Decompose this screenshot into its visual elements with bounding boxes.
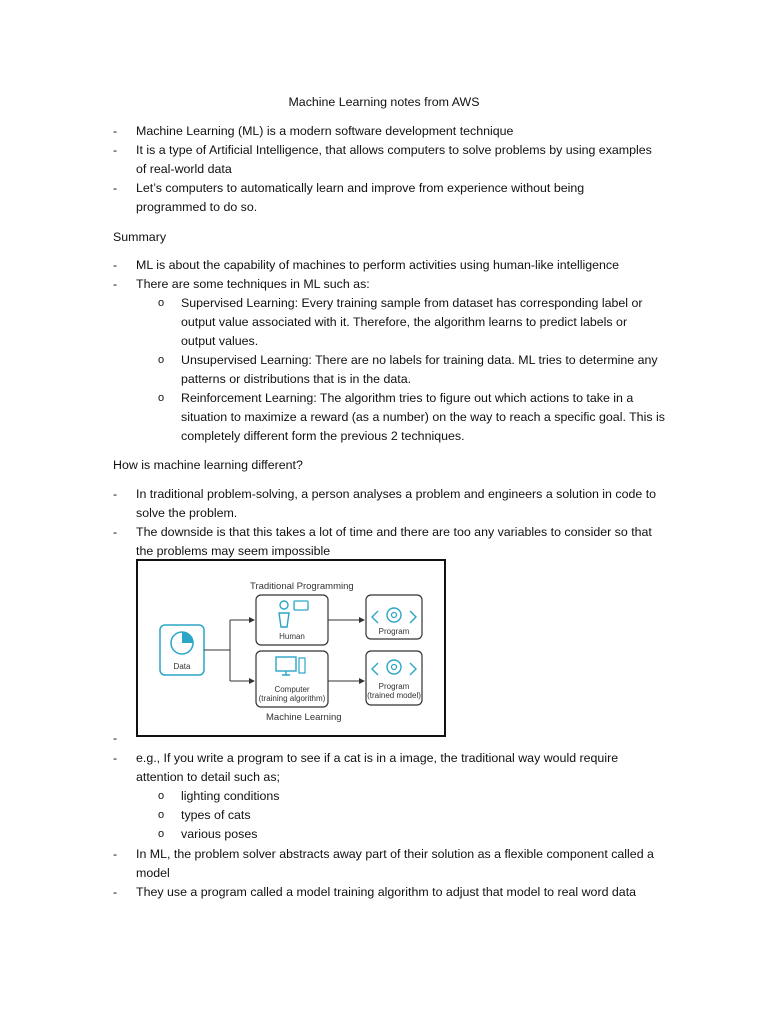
bullet-circle: o xyxy=(158,828,165,840)
intro-line-1: Machine Learning (ML) is a modern software development technique xyxy=(136,124,514,138)
unsupervised-line-1: Unsupervised Learning: There are no labels for training data. ML tries to determine any xyxy=(181,353,658,367)
intro-line-2: It is a type of Artificial Intelligence, that allows computers to solve problems by using examples xyxy=(136,143,652,157)
ml-heading: Machine Learning xyxy=(266,712,342,723)
model-line-1: In ML, the problem solver abstracts away part of their solution as a flexible component called a xyxy=(136,847,654,861)
example-line-1: e.g., If you write a program to see if a cat is in a image, the traditional way would require xyxy=(136,751,619,765)
intro-line-2-cont: of real-world data xyxy=(136,162,232,176)
supervised-line-1: Supervised Learning: Every training sample from dataset has corresponding label or xyxy=(181,296,643,310)
bullet-dash: - xyxy=(113,124,118,138)
intro-line-3-cont: programmed to do so. xyxy=(136,200,258,214)
trained-program-sublabel: (trained model) xyxy=(367,691,421,700)
unsupervised-line-2: patterns or distributions that is in the data. xyxy=(181,372,412,386)
model-line-2: They use a program called a model training algorithm to adjust that model to real word data xyxy=(136,885,637,899)
intro-line-3: Let’s computers to automatically learn and improve from experience without being xyxy=(136,181,585,195)
bullet-dash: - xyxy=(113,847,118,861)
program-label: Program xyxy=(378,627,410,636)
summary-line-1: ML is about the capability of machines to perform activities using human-like intelligence xyxy=(136,258,620,272)
model-line-1-cont: model xyxy=(136,866,170,880)
supervised-line-3: output values. xyxy=(181,334,259,348)
different-line-2: The downside is that this takes a lot of time and there are too any variables to consider so that xyxy=(136,525,652,539)
computer-sublabel: (training algorithm) xyxy=(258,694,326,703)
bullet-dash: - xyxy=(113,751,118,765)
bullet-circle: o xyxy=(158,297,165,309)
different-line-2-cont: the problems may seem impossible xyxy=(136,544,331,558)
different-line-1: In traditional problem-solving, a person analyses a problem and engineers a solution in code to xyxy=(136,487,657,501)
reinforcement-line-3: completely different form the previous 2 techniques. xyxy=(181,429,465,443)
detail-poses: various poses xyxy=(181,827,258,841)
traditional-heading: Traditional Programming xyxy=(250,581,354,592)
page-title: Machine Learning notes from AWS xyxy=(288,95,480,109)
detail-cat-types: types of cats xyxy=(181,808,251,822)
bullet-circle: o xyxy=(158,392,165,404)
reinforcement-line-1: Reinforcement Learning: The algorithm tries to figure out which actions to take in a xyxy=(181,391,634,405)
data-label: Data xyxy=(173,662,191,671)
bullet-dash: - xyxy=(113,181,118,195)
bullet-dash: - xyxy=(113,258,118,272)
bullet-circle: o xyxy=(158,790,165,802)
summary-heading: Summary xyxy=(113,230,167,244)
bullet-dash: - xyxy=(113,487,118,501)
different-heading: How is machine learning different? xyxy=(113,458,303,472)
different-line-1-cont: solve the problem. xyxy=(136,506,238,520)
ml-vs-traditional-diagram xyxy=(136,559,446,737)
trained-program-label: Program xyxy=(378,682,410,691)
example-line-1-cont: attention to detail such as; xyxy=(136,770,280,784)
supervised-line-2: output value associated with it. Therefore, the algorithm learns to predict labels or xyxy=(181,315,628,329)
bullet-dash: - xyxy=(113,277,118,291)
reinforcement-line-2: situation to maximize a reward (as a number) on the way to reach a specific goal. This is xyxy=(181,410,665,424)
bullet-circle: o xyxy=(158,809,165,821)
computer-label: Computer xyxy=(274,685,310,694)
summary-line-2: There are some techniques in ML such as: xyxy=(136,277,370,291)
bullet-dash: - xyxy=(113,731,118,745)
human-label: Human xyxy=(279,632,305,641)
bullet-dash: - xyxy=(113,143,118,157)
detail-lighting: lighting conditions xyxy=(181,789,280,803)
bullet-dash: - xyxy=(113,885,118,899)
bullet-circle: o xyxy=(158,354,165,366)
bullet-dash: - xyxy=(113,525,118,539)
